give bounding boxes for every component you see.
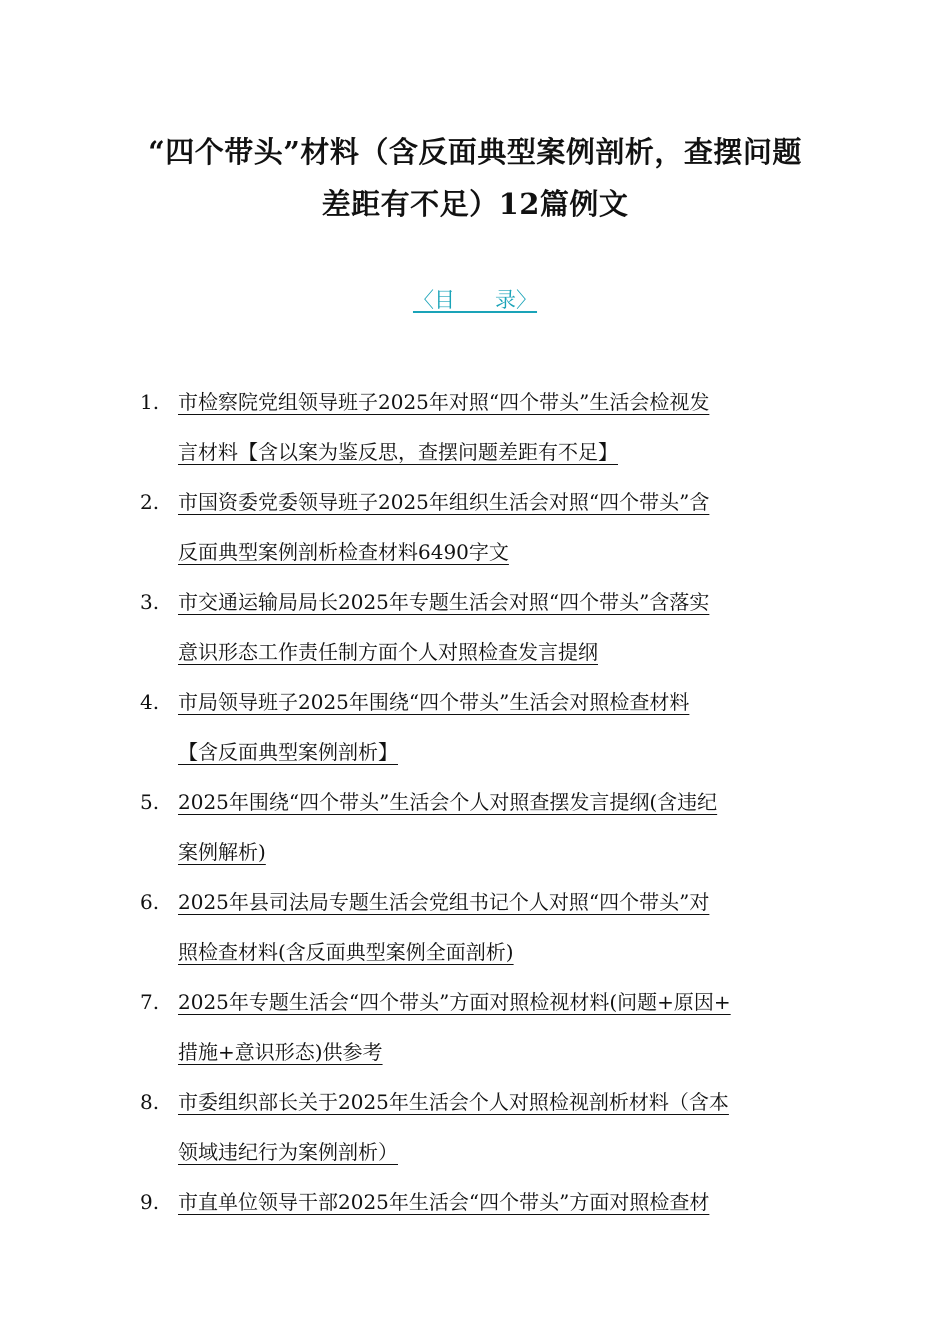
- toc-item: [130, 777, 820, 877]
- toc-item-line-2: 反面典型案例剖析检查材料6490字文: [178, 540, 509, 564]
- toc-item: [130, 1077, 820, 1177]
- toc-item-link[interactable]: [178, 977, 820, 1077]
- toc-item-link[interactable]: [178, 1077, 820, 1177]
- toc-item-line-1: 市交通运输局局长2025年专题生活会对照“四个带头”含落实: [178, 590, 710, 614]
- toc-item: [130, 877, 820, 977]
- toc-item-number: 5.: [140, 790, 160, 814]
- toc-item: [130, 1177, 820, 1227]
- toc-item-number: 2.: [140, 490, 160, 514]
- toc-item-line-1: 市直单位领导干部2025年生活会“四个带头”方面对照检查材: [178, 1190, 710, 1214]
- toc-item: [130, 477, 820, 577]
- toc-item-link[interactable]: [178, 877, 820, 977]
- toc-item-link[interactable]: [178, 677, 820, 777]
- toc-item-line-1: 市检察院党组领导班子2025年对照“四个带头”生活会检视发: [178, 390, 710, 414]
- toc-item: [130, 577, 820, 677]
- title-line-1: “四个带头”材料（含反面典型案例剖析，查摆问题: [148, 135, 802, 169]
- toc-item: [130, 677, 820, 777]
- toc-item-line-2: 照检查材料(含反面典型案例全面剖析): [178, 940, 514, 964]
- toc-item-number: 3.: [140, 590, 160, 614]
- toc-item: [130, 377, 820, 477]
- toc-heading: [0, 282, 950, 318]
- toc-item-line-2: 领域违纪行为案例剖析）: [178, 1140, 398, 1164]
- toc-item-line-2: 案例解析): [178, 840, 266, 864]
- toc-item: [130, 977, 820, 1077]
- toc-item-line-2: 言材料【含以案为鉴反思，查摆问题差距有不足】: [178, 440, 618, 464]
- toc-item-number: 8.: [140, 1090, 160, 1114]
- toc-item-link[interactable]: [178, 577, 820, 677]
- toc-item-line-1: 市国资委党委领导班子2025年组织生活会对照“四个带头”含: [178, 490, 710, 514]
- toc-item-link[interactable]: [178, 477, 820, 577]
- toc-item-number: 9.: [140, 1190, 160, 1214]
- toc-item-number: 7.: [140, 990, 160, 1014]
- title-line-2: 差距有不足）12篇例文: [321, 187, 629, 221]
- toc-item-line-2: 意识形态工作责任制方面个人对照检查发言提纲: [178, 640, 598, 664]
- toc-item-link[interactable]: [178, 1177, 820, 1227]
- toc-item-line-1: 2025年县司法局专题生活会党组书记个人对照“四个带头”对: [178, 890, 710, 914]
- toc-item-link[interactable]: [178, 377, 820, 477]
- toc-item-line-1: 2025年专题生活会“四个带头”方面对照检视材料(问题+原因+: [178, 990, 731, 1014]
- toc-item-line-1: 2025年围绕“四个带头”生活会个人对照查摆发言提纲(含违纪: [178, 790, 718, 814]
- toc-item-number: 6.: [140, 890, 160, 914]
- toc-item-line-1: 市局领导班子2025年围绕“四个带头”生活会对照检查材料: [178, 690, 690, 714]
- toc-item-number: 4.: [140, 690, 160, 714]
- toc-heading-link[interactable]: 〈目 录〉: [412, 288, 538, 312]
- document-title: [120, 126, 830, 230]
- toc-item-line-2: 措施+意识形态)供参考: [178, 1040, 383, 1064]
- toc-item-number: 1.: [140, 390, 160, 414]
- toc-list: [130, 377, 820, 1227]
- toc-item-link[interactable]: [178, 777, 820, 877]
- toc-item-line-2: 【含反面典型案例剖析】: [178, 740, 398, 764]
- toc-item-line-1: 市委组织部长关于2025年生活会个人对照检视剖析材料（含本: [178, 1090, 729, 1114]
